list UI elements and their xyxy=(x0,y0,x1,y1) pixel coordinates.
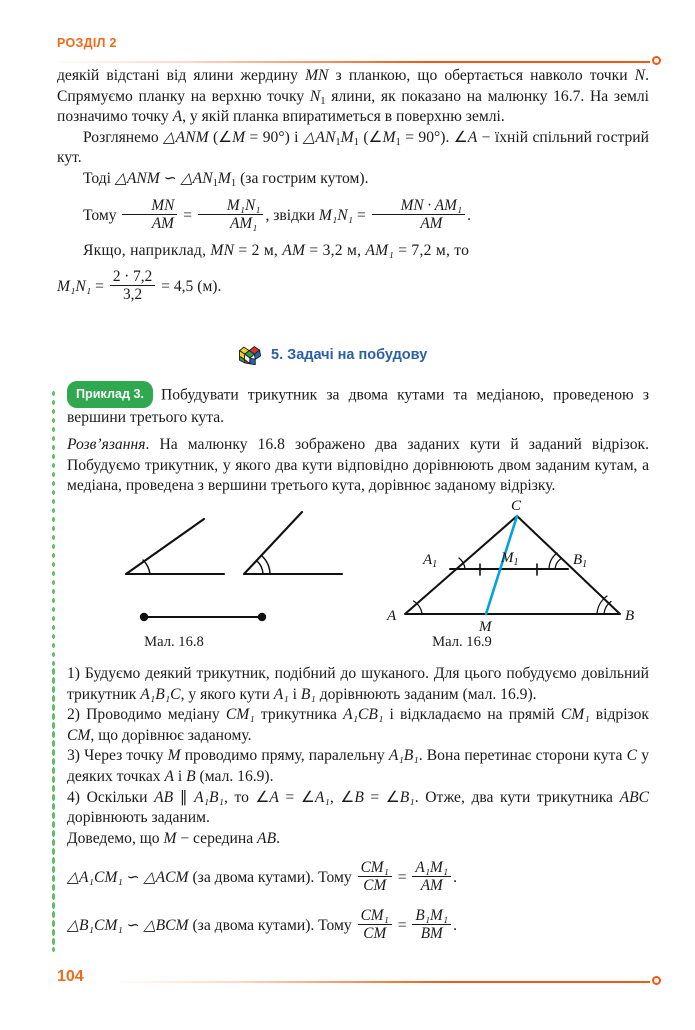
similarity-1: △A₁CM₁ ∽ △ACM (за двома кутами). Тому $\frac{\text{CM₁}}{CM}$ = $\frac{\text{A₁M₁}}{AM}$ . xyxy=(67,859,457,895)
paragraph-2: Розглянемо △ANM (∠M = 90°) і $\triangle AN_1M_1$ $(\angle M_1 = 90^\circ)$. ∠A − їхній спільний гострий кут. xyxy=(57,128,649,167)
example-statement: Приклад 3. Побудувати трикутник за двома кутами та медіаною, проведеною з вершини третього кута. xyxy=(67,381,649,428)
segment-endpoint-left xyxy=(140,613,148,621)
step-3: 3) Через точку M проводимо пряму, паралельну A₁B₁. Вона перетинає сторони кута C у деяких точках A і B (мал. 16.9). xyxy=(67,747,649,785)
label-B1: $B_1$ xyxy=(573,552,588,570)
math-triangle-AN1M1: △AN xyxy=(302,128,336,146)
similarity-2: △B₁CM₁ ∽ △BCM (за двома кутами). Тому $\frac{\text{CM₁}}{CM}$ = $\frac{\text{B₁M₁}}{BM}$ . xyxy=(67,906,457,942)
solution-label: Розв’язання xyxy=(67,436,146,454)
label-A1: $A_1$ xyxy=(423,552,438,570)
fraction-MN-AM: $\frac{MN}{AM}$ xyxy=(122,197,177,232)
paragraph-1: деякій відстані від ялини жердину MN з планкою, що обертається навколо точки N. Спрямуємо планку на верхню точку $N_1$ ялини, як показано на малюнку 16.7. На землі позначимо точку A, у якій планка впиратиметься в поверхню землі. xyxy=(57,67,649,126)
page-header xyxy=(0,36,695,62)
paragraph-3: Тоді △ANM ∽ $\triangle AN_1M_1$ (за гострим кутом). xyxy=(83,169,369,189)
header-rule-line xyxy=(57,61,650,63)
fraction-A1M1-AM: $\frac{\text{A₁M₁}}{AM}$ xyxy=(412,859,451,894)
footer-rule-dot-icon xyxy=(652,976,661,985)
angle1-ray xyxy=(126,519,204,574)
math-MN: MN xyxy=(305,67,329,84)
fraction-CM1-CM: $\frac{\text{CM₁}}{CM}$ xyxy=(358,859,392,894)
step-2: 2) Проводимо медіану CM₁ трикутника A₁CB₁ і відкладаємо на прямій CM₁ відрізок CM, що дорівнює заданому. xyxy=(67,706,649,744)
rubiks-cube-icon xyxy=(236,341,264,369)
label-B: B xyxy=(625,608,635,624)
page-number: 104 xyxy=(57,968,84,985)
figures-area xyxy=(57,496,649,656)
equation-2: M₁N₁ = $\frac{2 \cdot 7,2}{3,2}$ = 4,5 (м). xyxy=(57,268,222,304)
fraction-B1M1-BM: $\frac{\text{B₁M₁}}{BM}$ xyxy=(412,907,451,942)
step-1: 1) Будуємо деякий трикутник, подібний до шуканого. Для цього побудуємо довільний трикутник A₁B₁C, у якого кути A₁ і B₁ дорівнюють заданим (мал. 16.9). xyxy=(67,665,649,703)
math-A: A xyxy=(172,108,183,126)
angle-B1-arc-outer xyxy=(555,559,561,570)
equation-1: Тому $\frac{MN}{AM}$ = $\frac{\text{M₁N₁}}{\text{AM₁}}$ , звідки M₁N₁ = $\frac{\text{MN · AM₁}}{AM}$ . xyxy=(83,196,471,232)
section-title: 5. Задачі на побудову xyxy=(271,347,428,363)
math-triangle-ANM: △ANM xyxy=(163,128,209,146)
label-M: M xyxy=(479,619,492,633)
header-rule-dot-icon xyxy=(652,56,661,65)
figure-16-9 xyxy=(385,498,635,633)
math-N1: N xyxy=(309,87,321,105)
prove-statement: Доведемо, що M − середина AB. xyxy=(67,829,281,847)
angle2-ray xyxy=(244,512,302,574)
example-block xyxy=(57,381,649,497)
step-4: 4) Оскільки AB ∥ A₁B₁, то ∠A = ∠A₁, ∠B = ∠B₁. Отже, два кути трикутника ABC дорівнюють заданим. xyxy=(67,788,650,827)
fraction-CM1-CM-2: $\frac{\text{CM₁}}{CM}$ xyxy=(358,907,392,942)
figure-16-8 xyxy=(112,504,352,639)
fraction-MNAM1-AM: $\frac{\text{MN · AM₁}}{AM}$ xyxy=(372,197,465,232)
fraction-2x72-32: $\frac{2 \cdot 7,2}{3,2}$ xyxy=(110,268,155,303)
label-M1: $M_1$ xyxy=(501,550,519,568)
footer-rule-line xyxy=(120,981,650,983)
paragraph-4: Якщо, наприклад, MN = 2 м, AM = 3,2 м, AM₁ = 7,2 м, то xyxy=(83,241,470,259)
section-heading xyxy=(236,341,427,369)
segment-endpoint-right xyxy=(258,613,266,621)
figure-168-caption: Мал. 16.8 xyxy=(144,634,204,650)
construction-steps xyxy=(57,664,649,942)
chapter-label: РОЗДІЛ 2 xyxy=(57,36,117,50)
dotted-margin-rule-2 xyxy=(51,666,56,956)
footer-rule xyxy=(120,976,661,988)
solution-paragraph: Розв’язання. На малюнку 16.8 зображено два заданих кути й заданий відрізок. Побудуємо трикутник, у якого два кути відповідно дорівнюють двом заданим кутам, а медіана, проведена з вершини третього кута, дорівнює заданому відрізку. xyxy=(67,436,649,495)
figure-169-caption: Мал. 16.9 xyxy=(432,634,492,650)
label-C: C xyxy=(511,498,522,514)
label-A: A xyxy=(387,608,397,624)
angle1-arc xyxy=(143,560,150,574)
math-N: N xyxy=(634,67,646,84)
main-text xyxy=(57,66,649,304)
angle2-arc-inner xyxy=(257,561,263,574)
fraction-M1N1-AM1: $\frac{\text{M₁N₁}}{\text{AM₁}}$ xyxy=(198,197,264,232)
angle-B-arc-inner xyxy=(597,596,607,614)
example-badge: Приклад 3. xyxy=(67,381,153,408)
page-footer xyxy=(0,968,695,992)
